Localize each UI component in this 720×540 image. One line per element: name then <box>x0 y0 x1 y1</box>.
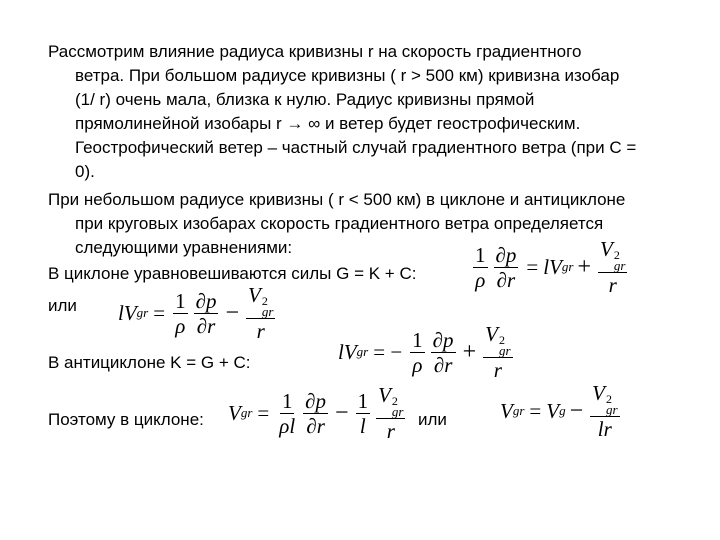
p1-line6: 0). <box>75 162 95 181</box>
or-label-2: или <box>418 410 447 429</box>
anticyclone-line: В антициклоне K = G + C: <box>48 353 251 372</box>
p1-line1: Рассмотрим влияние радиуса кривизны r на скорость градиентного <box>48 42 582 61</box>
p1-line2: ветра. При большом радиусе кривизны ( r > 500 км) кривизна изобар <box>75 66 620 85</box>
equation-cyclone-rearranged: lV gr = $\frac{1}{\rho}$ $\frac{\partial p}{\partial r}$ − V 2 gr r <box>118 283 274 344</box>
equation-velocity-geostrophic: V gr = V g − V 2 gr lr <box>500 381 618 442</box>
cyclone-line: В циклоне уравновешиваются силы G = K + C: <box>48 264 417 283</box>
p2-line3: следующими уравнениями: <box>75 238 293 257</box>
or-label-1: или <box>48 296 77 315</box>
p1-line4: прямолинейной изобары r → ∞ и ветер будет геострофическим. <box>75 114 581 133</box>
paragraph-curvature <box>48 40 688 184</box>
therefore-line: Поэтому в циклоне: <box>48 410 204 429</box>
p2-line1: При небольшом радиусе кривизны ( r < 500 км) в циклоне и антициклоне <box>48 190 626 209</box>
p1-line3: (1/ r) очень мала, близка к нулю. Радиус кривизны прямой <box>75 90 535 109</box>
p1-line5: Геострофический ветер – частный случай градиентного ветра (при C = <box>75 138 637 157</box>
equation-anticyclone: lV gr = − $\frac{1}{\rho}$ $\frac{\partial p}{\partial r}$ + V 2 gr r <box>338 322 511 383</box>
p2-line2: при круговых изобарах скорость градиентного ветра определяется <box>75 214 604 233</box>
equation-cyclone-balance: $\frac{1}{\rho}$ $\frac{\partial p}{\partial r}$ = lV gr + V 2 gr r <box>475 237 626 298</box>
equation-cyclone-velocity: V gr = $\frac{1}{\rho l}$ $\frac{\partial p}{\partial r}$ − $\frac{1}{l}$ V 2 gr r <box>228 383 404 444</box>
